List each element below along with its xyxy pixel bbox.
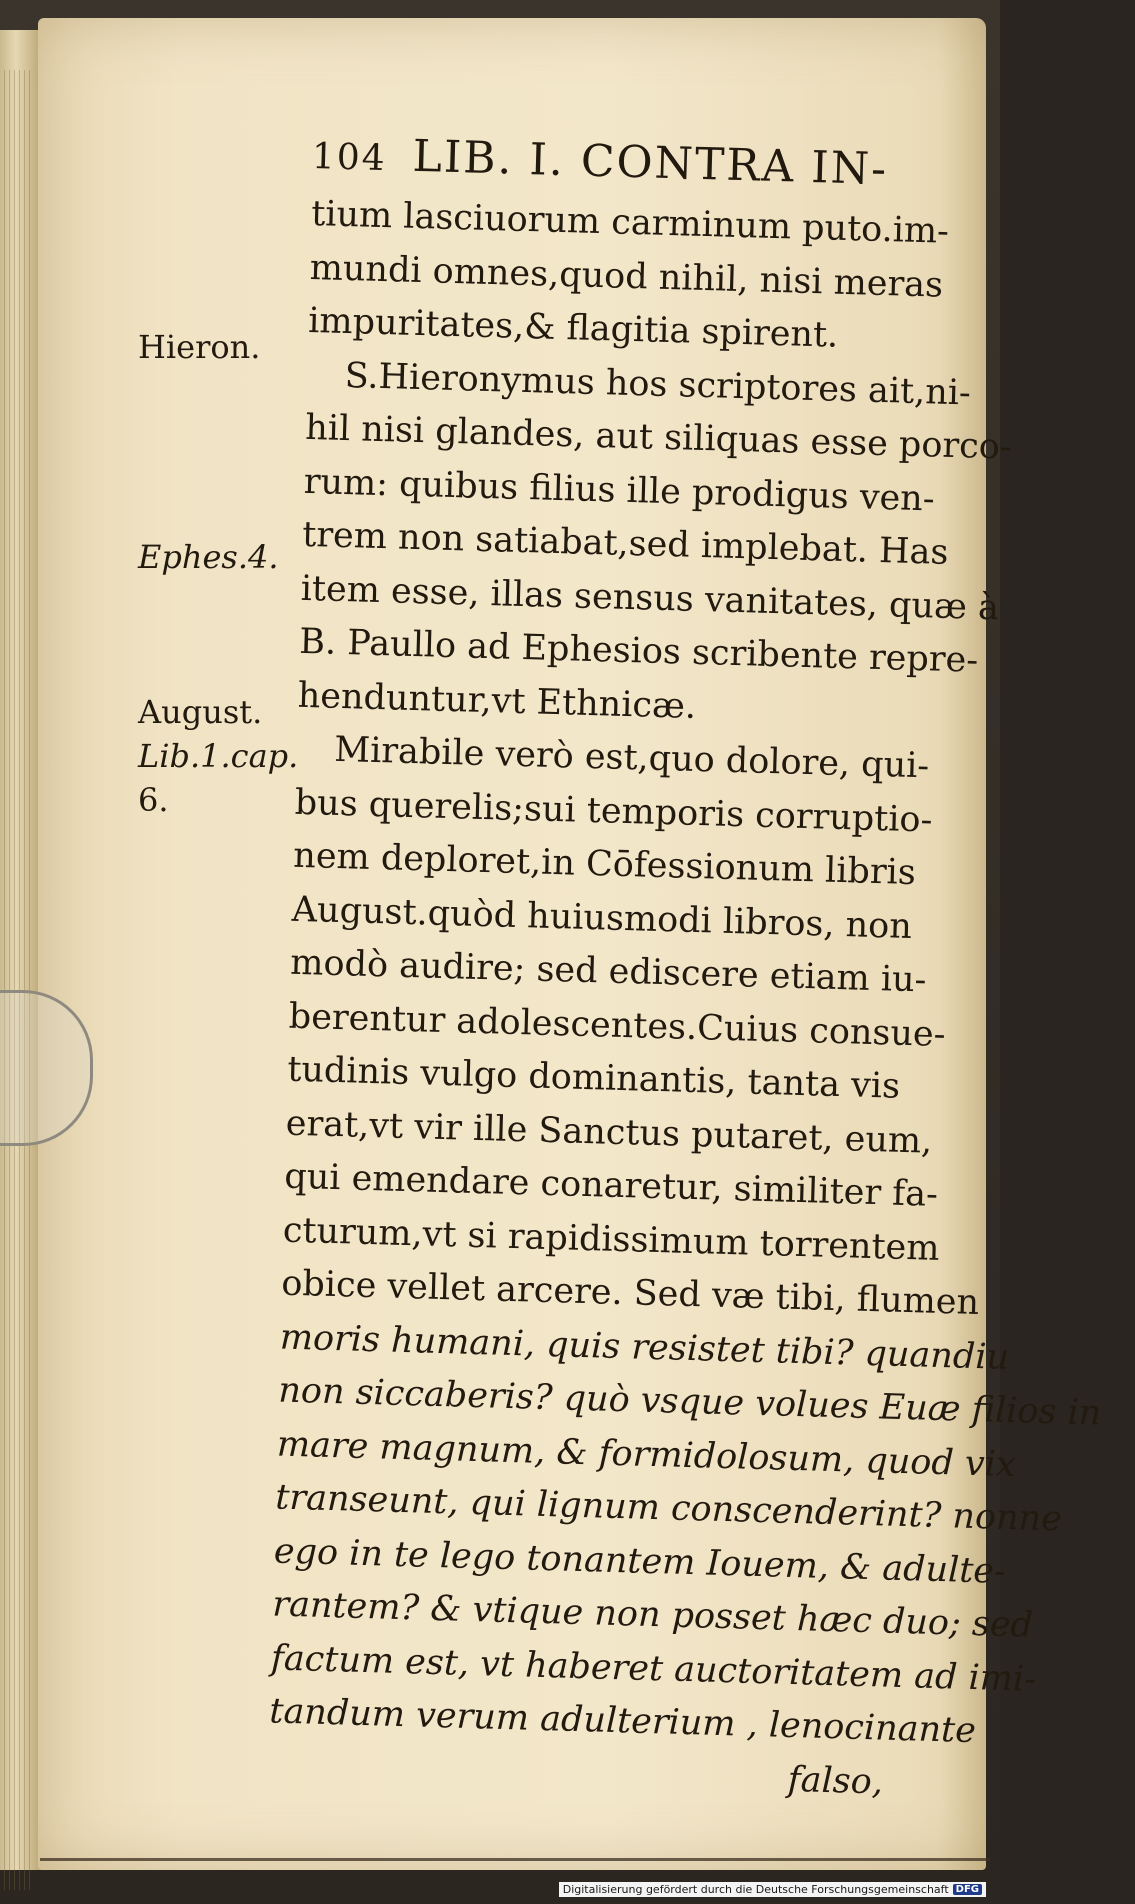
- text-line: S.Hieronymus hos scriptores ait,ni-: [344, 355, 972, 413]
- text-line: henduntur,vt Ethnicæ.: [297, 675, 697, 727]
- text-line: impuritates,& flagitia spirent.: [307, 300, 839, 356]
- text-line: falso,: [787, 1759, 884, 1803]
- text-line: rum: quibus filius ille prodigus ven-: [303, 461, 936, 519]
- text-line: transeunt, qui lignum conscenderint? nonne: [274, 1477, 1063, 1540]
- running-title: LIB. I. CONTRA IN-: [411, 130, 889, 196]
- text-line: hil nisi glandes, aut siliquas esse porco-: [304, 407, 1013, 468]
- margin-note-august-line: Lib.1.cap.: [138, 737, 299, 775]
- text-line: bus querelis;sui temporis corruptio-: [294, 782, 933, 841]
- margin-note-ephes: Ephes.4.: [138, 538, 279, 576]
- margin-note-august-line: 6.: [138, 781, 169, 819]
- text-line: mare magnum, & formidolosum, quod vix: [276, 1424, 1017, 1485]
- text-line: item esse, illas sensus vanitates, quæ à: [300, 568, 1000, 628]
- text-line: nem deploret,in Cōfessionum libris: [292, 835, 917, 894]
- credit-text: Digitalisierung gefördert durch die Deutsche Forschungsgemeinschaft: [562, 1883, 949, 1896]
- text-line: tandum verum adulterium , lenocinante: [268, 1691, 977, 1752]
- body-text: [267, 188, 1102, 1811]
- text-line: tudinis vulgo dominantis, tanta vis: [286, 1049, 901, 1107]
- book-page-edges: [0, 30, 42, 1870]
- margin-note-hieron: Hieron.: [138, 328, 261, 366]
- text-line: ego in te lego tonantem Iouem, & adulte-: [273, 1530, 1007, 1592]
- text-line: rantem? & vtique non posset hæc duo; sed: [271, 1584, 1034, 1646]
- text-line: erat,vt vir ille Sanctus putaret, eum,: [285, 1103, 933, 1162]
- dfg-logo-icon: DFG: [953, 1884, 982, 1895]
- text-line: non siccaberis? quò vsque volues Euæ filios in: [277, 1370, 1102, 1434]
- text-line: berentur adolescentes.Cuius consue-: [288, 996, 947, 1055]
- text-line: tium lasciuorum carminum puto.im-: [310, 193, 950, 252]
- page-bottom-rule: [40, 1858, 990, 1861]
- text-line: mundi omnes,quod nihil, nisi meras: [309, 247, 944, 306]
- text-line: Mirabile verò est,quo dolore, qui-: [333, 729, 930, 787]
- text-line: qui emendare conaretur, similiter fa-: [283, 1156, 939, 1215]
- digitization-credit: [559, 1882, 986, 1897]
- text-line: B. Paullo ad Ephesios scribente repre-: [298, 621, 979, 681]
- text-line: moris humani, quis resistet tibi? quandiu: [279, 1317, 1010, 1378]
- text-line: factum est, vt haberet auctoritatem ad imi-: [270, 1637, 1037, 1700]
- text-line: modò audire; sed ediscere etiam iu-: [289, 942, 927, 1001]
- margin-note-august-line: August.: [138, 693, 263, 731]
- text-line: obice vellet arcere. Sed væ tibi, flumen: [280, 1263, 980, 1324]
- text-line: August.quòd huiusmodi libros, non: [291, 889, 913, 947]
- text-line: trem non satiabat,sed implebat. Has: [301, 514, 949, 573]
- page-edge-lines: [4, 70, 34, 1890]
- text-line: cturum,vt si rapidissimum torrentem: [282, 1210, 941, 1269]
- margin-note-august: [138, 690, 298, 822]
- page-number: 104: [311, 136, 388, 180]
